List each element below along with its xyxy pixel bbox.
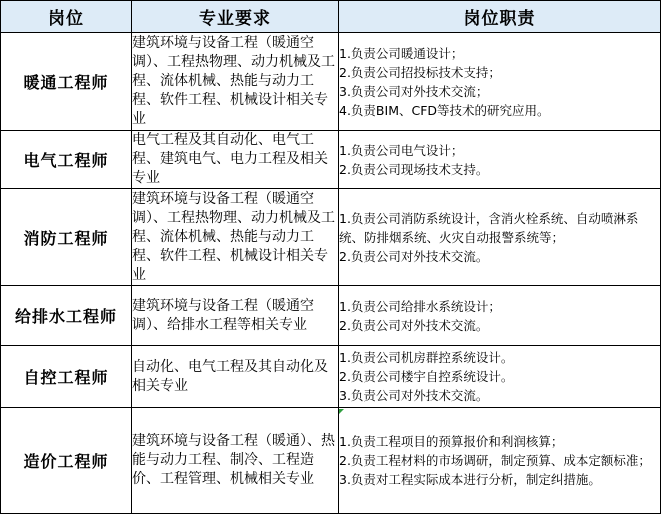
cell-comment-indicator	[339, 409, 344, 414]
duty-cell	[339, 33, 661, 131]
duty-item: 2.负责公司楼宇自控系统设计。	[339, 369, 514, 384]
duty-item: 1.负责公司暖通设计；	[339, 45, 464, 61]
duty-item: 2.负责工程材料的市场调研，制定预算、成本定额标准；	[339, 453, 651, 468]
header-responsibilities: 岗位职责	[339, 1, 661, 33]
role-cell: 造价工程师	[1, 408, 132, 514]
duty-item: 1.负责公司给排水系统设计；	[339, 298, 501, 314]
duty-item: 3.负责公司对外技术交流。	[339, 388, 489, 403]
table-row	[1, 408, 661, 514]
major-cell: 电气工程及其自动化、电气工程、建筑电气、电力工程及相关专业	[132, 131, 339, 189]
role-cell: 自控工程师	[1, 346, 132, 408]
major-cell: 建筑环境与设备工程（暖通空调）、工程热物理、动力机械及工程、流体机械、热能与动力工程、软件工程、机械设计相关专业	[132, 33, 339, 131]
major-cell: 自动化、电气工程及其自动化及相关专业	[132, 346, 339, 408]
role-cell: 暖通工程师	[1, 33, 132, 131]
table-row	[1, 286, 661, 346]
major-cell: 建筑环境与设备工程（暖通）、热能与动力工程、制冷、工程造价、工程管理、机械相关专业	[132, 408, 339, 514]
table-row	[1, 131, 661, 189]
duty-item: 3.负责公司对外技术交流；	[339, 83, 489, 99]
duty-cell	[339, 189, 661, 286]
duty-item: 1.负责公司电气设计；	[339, 142, 464, 158]
header-position: 岗位	[1, 1, 132, 33]
duty-item: 2.负责公司对外技术交流。	[339, 317, 489, 333]
duty-item: 1.负责公司机房群控系统设计。	[339, 350, 514, 365]
role-cell: 给排水工程师	[1, 286, 132, 346]
duty-item: 1.负责公司消防系统设计，含消火栓系统、自动喷淋系统、防排烟系统、火灾自动报警系统等；	[339, 210, 639, 245]
table-row	[1, 189, 661, 286]
duty-cell	[339, 131, 661, 189]
duty-item: 2.负责公司对外技术交流。	[339, 248, 489, 264]
duty-item: 1.负责工程项目的预算报价和利润核算；	[339, 434, 564, 449]
major-cell: 建筑环境与设备工程（暖通空调）、给排水工程等相关专业	[132, 286, 339, 346]
duty-cell	[339, 346, 661, 408]
duty-item: 2.负责公司现场技术支持。	[339, 161, 489, 177]
major-cell: 建筑环境与设备工程（暖通空调）、工程热物理、动力机械及工程、流体机械、热能与动力工程、软件工程、机械设计相关专业	[132, 189, 339, 286]
table-row	[1, 33, 661, 131]
header-major-requirements: 专业要求	[132, 1, 339, 33]
role-cell: 电气工程师	[1, 131, 132, 189]
role-cell: 消防工程师	[1, 189, 132, 286]
duty-cell	[339, 286, 661, 346]
table-row	[1, 346, 661, 408]
duty-item: 3.负责对工程实际成本进行分析，制定纠措施。	[339, 472, 601, 487]
header-row	[1, 1, 661, 33]
duty-cell	[339, 408, 661, 514]
duty-item: 2.负责公司招投标技术支持；	[339, 64, 501, 80]
duty-item: 4.负责BIM、CFD等技术的研究应用。	[339, 102, 550, 118]
